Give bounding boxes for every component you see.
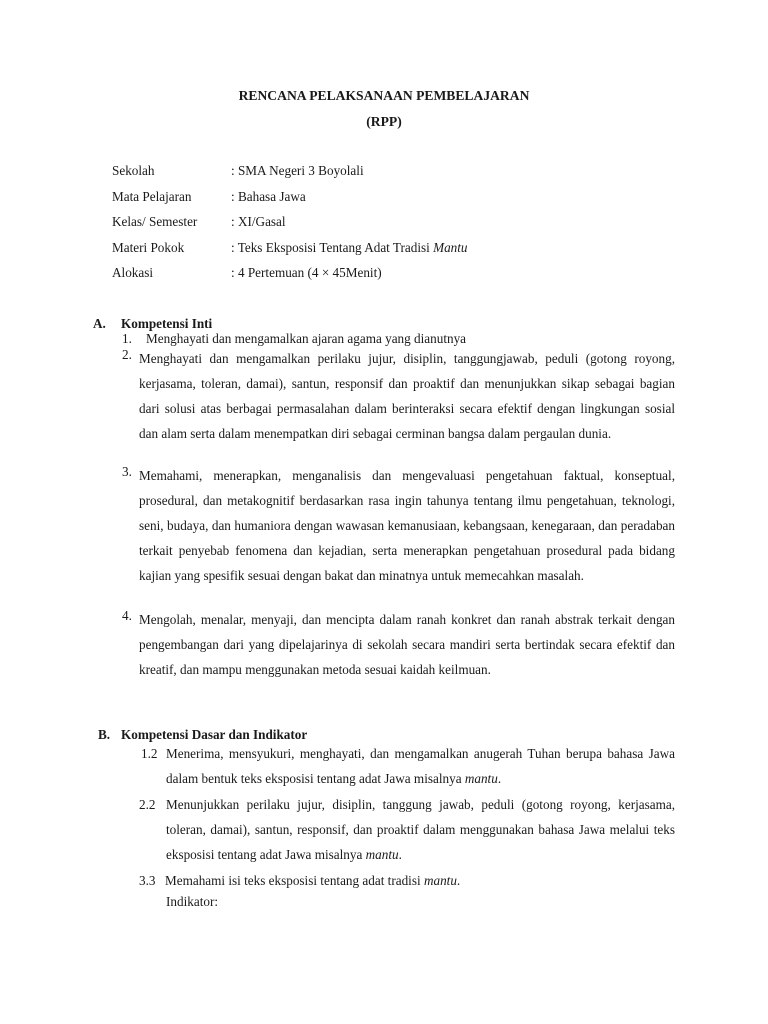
identity-value: : SMA Negeri 3 Boyolali — [231, 163, 364, 178]
indikator-label: Indikator: — [166, 894, 219, 909]
section-a-heading: A. Kompetensi Inti — [93, 316, 213, 331]
document-title: RENCANA PELAKSANAAN PEMBELAJARAN — [238, 88, 530, 103]
identity-value: : Teks Eksposisi Tentang Adat Tradisi Mantu — [231, 239, 468, 255]
identity-label: Mata Pelajaran — [112, 188, 192, 204]
identity-label: Materi Pokok — [112, 239, 185, 255]
identity-value: : Bahasa Jawa — [231, 188, 306, 204]
identity-value: : XI/Gasal — [231, 214, 286, 229]
identity-label: Alokasi — [112, 265, 154, 280]
document-subtitle: (RPP) — [366, 114, 402, 129]
identity-value: : 4 Pertemuan (4 × 45Menit) — [231, 265, 382, 280]
identity-label: Kelas/ Semester — [112, 214, 198, 229]
section-b-heading: B. Kompetensi Dasar dan Indikator — [98, 727, 308, 742]
identity-label: Sekolah — [112, 163, 155, 178]
document-page: RENCANA PELAKSANAAN PEMBELAJARAN (RPP) Sekolah : SMA Negeri 3 Boyolali Mata Pelajaran : Bahasa Jawa Kelas/ Semester : XI/Gasal Materi Pokok : Teks Eksposisi Tentang Adat Tradisi Mantu Alokasi : 4 Pertemuan (4 × 45Menit) A. Kompetensi Inti 1. Menghayati dan mengamalkan ajaran agama yang dianutnya 2. Menghayati dan mengamalkan perilaku jujur, disiplin, tanggungjawab, peduli (gotong royong, kerjasama, toleran, damai), santun, responsif dan proaktif dan menunjukkan sikap sebagai bagian dari solusi atas berbagai permasalahan dalam berinteraksi secara efektif dengan lingkungan sosial dan alam serta dalam menempatkan diri sebagai cerminan bangsa dalam pergaulan dunia. 3. Memahami, menerapkan, menganalisis dan mengevaluasi pengetahuan faktual, konseptual, prosedural, dan metakognitif berdasarkan rasa ingin tahunya tentang ilmu pengetahuan, teknologi, seni, budaya, dan humaniora dengan wawasan kemanusiaan, kebangsaan, kenegaraan, dan peradaban terkait penyebab fenomena dan kejadian, serta menerapkan pengetahuan prosedural pada bidang kajian yang spesifik sesuai dengan bakat dan minatnya untuk memecahkan masalah. 4. Mengolah, menalar, menyaji, dan mencipta dalam ranah konkret dan ranah abstrak terkait dengan pengembangan dari yang dipelajarinya di sekolah secara mandiri serta bertindak secara efektif dan kreatif, dan mampu menggunakan metoda sesuai kaidah keilmuan. B. Kompetensi Dasar dan Indikator 1.2 Menerima, mensyukuri, menghayati, dan mengamalkan anugerah Tuhan berupa bahasa Jawa dalam bentuk teks eksposisi tentang adat Jawa misalnya mantu. 2.2 Menunjukkan perilaku jujur, disiplin, tanggung jawab, peduli (gotong royong, kerjasama, toleran, damai), santun, responsif, dan proaktif dalam menggunakan bahasa Jawa melalui teks eksposisi tentang adat Jawa misalnya mantu. 3.3 Memahami isi teks eksposisi tentang adat tradisi mantu. Indikator: — [0, 0, 768, 1024]
